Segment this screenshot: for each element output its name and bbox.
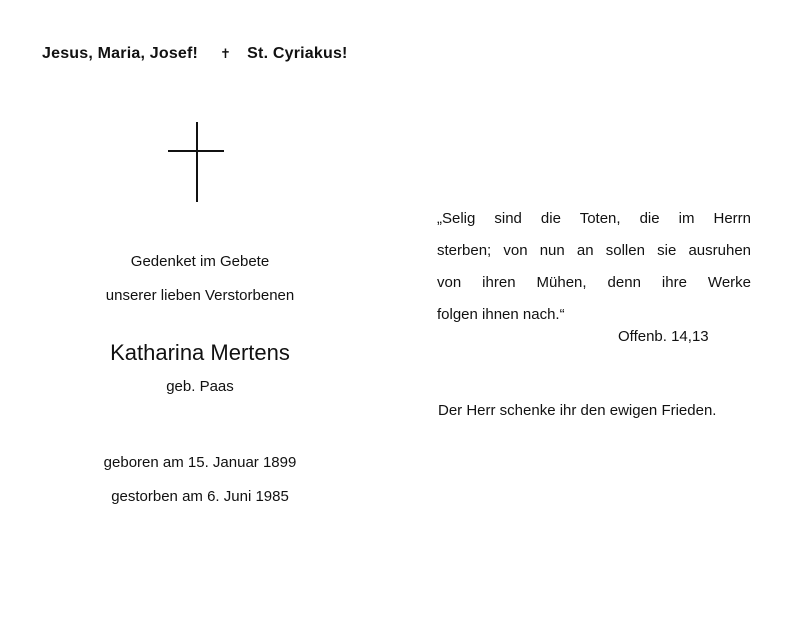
blessing-text: Der Herr schenke ihr den ewigen Frieden.	[438, 402, 717, 419]
quote-line: sterben; von nun an sollen sie ausruhen	[437, 242, 751, 259]
intro-line-1: Gedenket im Gebete	[130, 253, 270, 270]
quote-line: folgen ihnen nach.“	[437, 306, 565, 323]
scripture-reference: Offenb. 14,13	[618, 328, 709, 345]
latin-cross-icon	[168, 122, 224, 202]
birth-date: geboren am 15. Januar 1899	[103, 454, 297, 471]
small-cross-icon: ✝	[220, 46, 232, 61]
death-date: gestorben am 6. Juni 1985	[111, 488, 289, 505]
invocation-left: Jesus, Maria, Josef!	[42, 45, 199, 62]
invocation-right: St. Cyriakus!	[247, 45, 348, 62]
quote-line: von ihren Mühen, denn ihre Werke	[437, 274, 751, 291]
quote-line: „Selig sind die Toten, die im Herrn	[437, 210, 751, 227]
deceased-name: Katharina Mertens	[110, 340, 290, 365]
maiden-name: geb. Paas	[166, 378, 234, 395]
scripture-quote	[437, 203, 751, 331]
header-invocation	[42, 45, 348, 63]
intro-line-2: unserer lieben Verstorbenen	[105, 287, 295, 304]
